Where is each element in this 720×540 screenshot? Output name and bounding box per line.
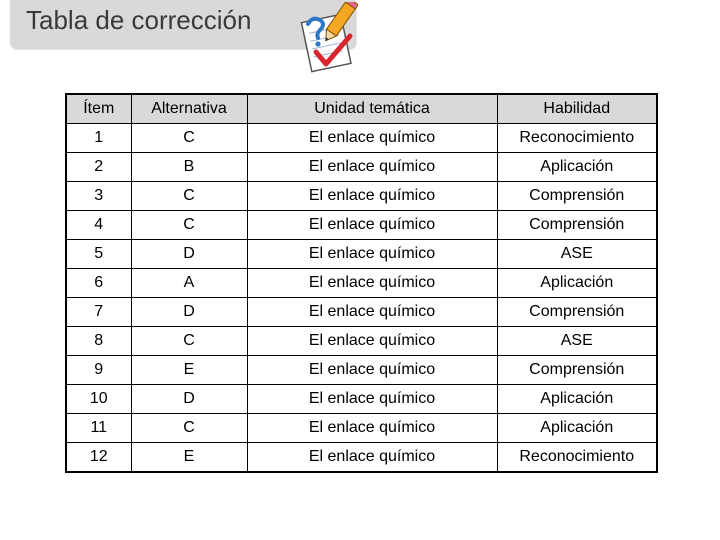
table-row [66,414,657,443]
cell-unidad: El enlace químico [247,414,497,443]
pencil-checklist-icon [296,2,358,76]
cell-alternativa: E [131,443,247,473]
cell-item: 3 [66,182,131,211]
cell-item: 9 [66,356,131,385]
cell-unidad: El enlace químico [247,269,497,298]
cell-alternativa: D [131,240,247,269]
cell-alternativa: C [131,124,247,153]
header-habilidad: Habilidad [497,94,657,124]
cell-item: 6 [66,269,131,298]
cell-habilidad: Comprensión [497,298,657,327]
cell-item: 12 [66,443,131,473]
page-title: Tabla de corrección [26,5,252,35]
table-row [66,182,657,211]
cell-habilidad: Comprensión [497,182,657,211]
cell-unidad: El enlace químico [247,240,497,269]
cell-habilidad: Comprensión [497,211,657,240]
table-row [66,385,657,414]
header-item: Ítem [66,94,131,124]
cell-alternativa: A [131,269,247,298]
table-row [66,153,657,182]
cell-unidad: El enlace químico [247,211,497,240]
correction-table [65,93,658,473]
cell-item: 4 [66,211,131,240]
table-row [66,124,657,153]
table-header-row [66,94,657,124]
cell-item: 5 [66,240,131,269]
cell-habilidad: Aplicación [497,269,657,298]
table-row [66,327,657,356]
cell-habilidad: Reconocimiento [497,443,657,473]
cell-alternativa: E [131,356,247,385]
cell-unidad: El enlace químico [247,124,497,153]
cell-alternativa: D [131,298,247,327]
cell-item: 8 [66,327,131,356]
cell-alternativa: D [131,385,247,414]
cell-habilidad: Aplicación [497,385,657,414]
cell-habilidad: Aplicación [497,153,657,182]
cell-alternativa: C [131,327,247,356]
header-unidad-tematica: Unidad temática [247,94,497,124]
cell-alternativa: B [131,153,247,182]
cell-habilidad: ASE [497,327,657,356]
cell-habilidad: Comprensión [497,356,657,385]
table-row [66,298,657,327]
cell-item: 1 [66,124,131,153]
cell-item: 11 [66,414,131,443]
table-row [66,356,657,385]
cell-unidad: El enlace químico [247,327,497,356]
cell-item: 10 [66,385,131,414]
cell-unidad: El enlace químico [247,356,497,385]
cell-habilidad: ASE [497,240,657,269]
cell-unidad: El enlace químico [247,153,497,182]
cell-alternativa: C [131,182,247,211]
header-alternativa: Alternativa [131,94,247,124]
cell-habilidad: Aplicación [497,414,657,443]
cell-unidad: El enlace químico [247,182,497,211]
cell-alternativa: C [131,414,247,443]
cell-unidad: El enlace químico [247,443,497,473]
cell-item: 2 [66,153,131,182]
table-row [66,240,657,269]
table-row [66,443,657,473]
cell-item: 7 [66,298,131,327]
cell-unidad: El enlace químico [247,298,497,327]
cell-habilidad: Reconocimiento [497,124,657,153]
table-row [66,269,657,298]
cell-alternativa: C [131,211,247,240]
cell-unidad: El enlace químico [247,385,497,414]
table-row [66,211,657,240]
